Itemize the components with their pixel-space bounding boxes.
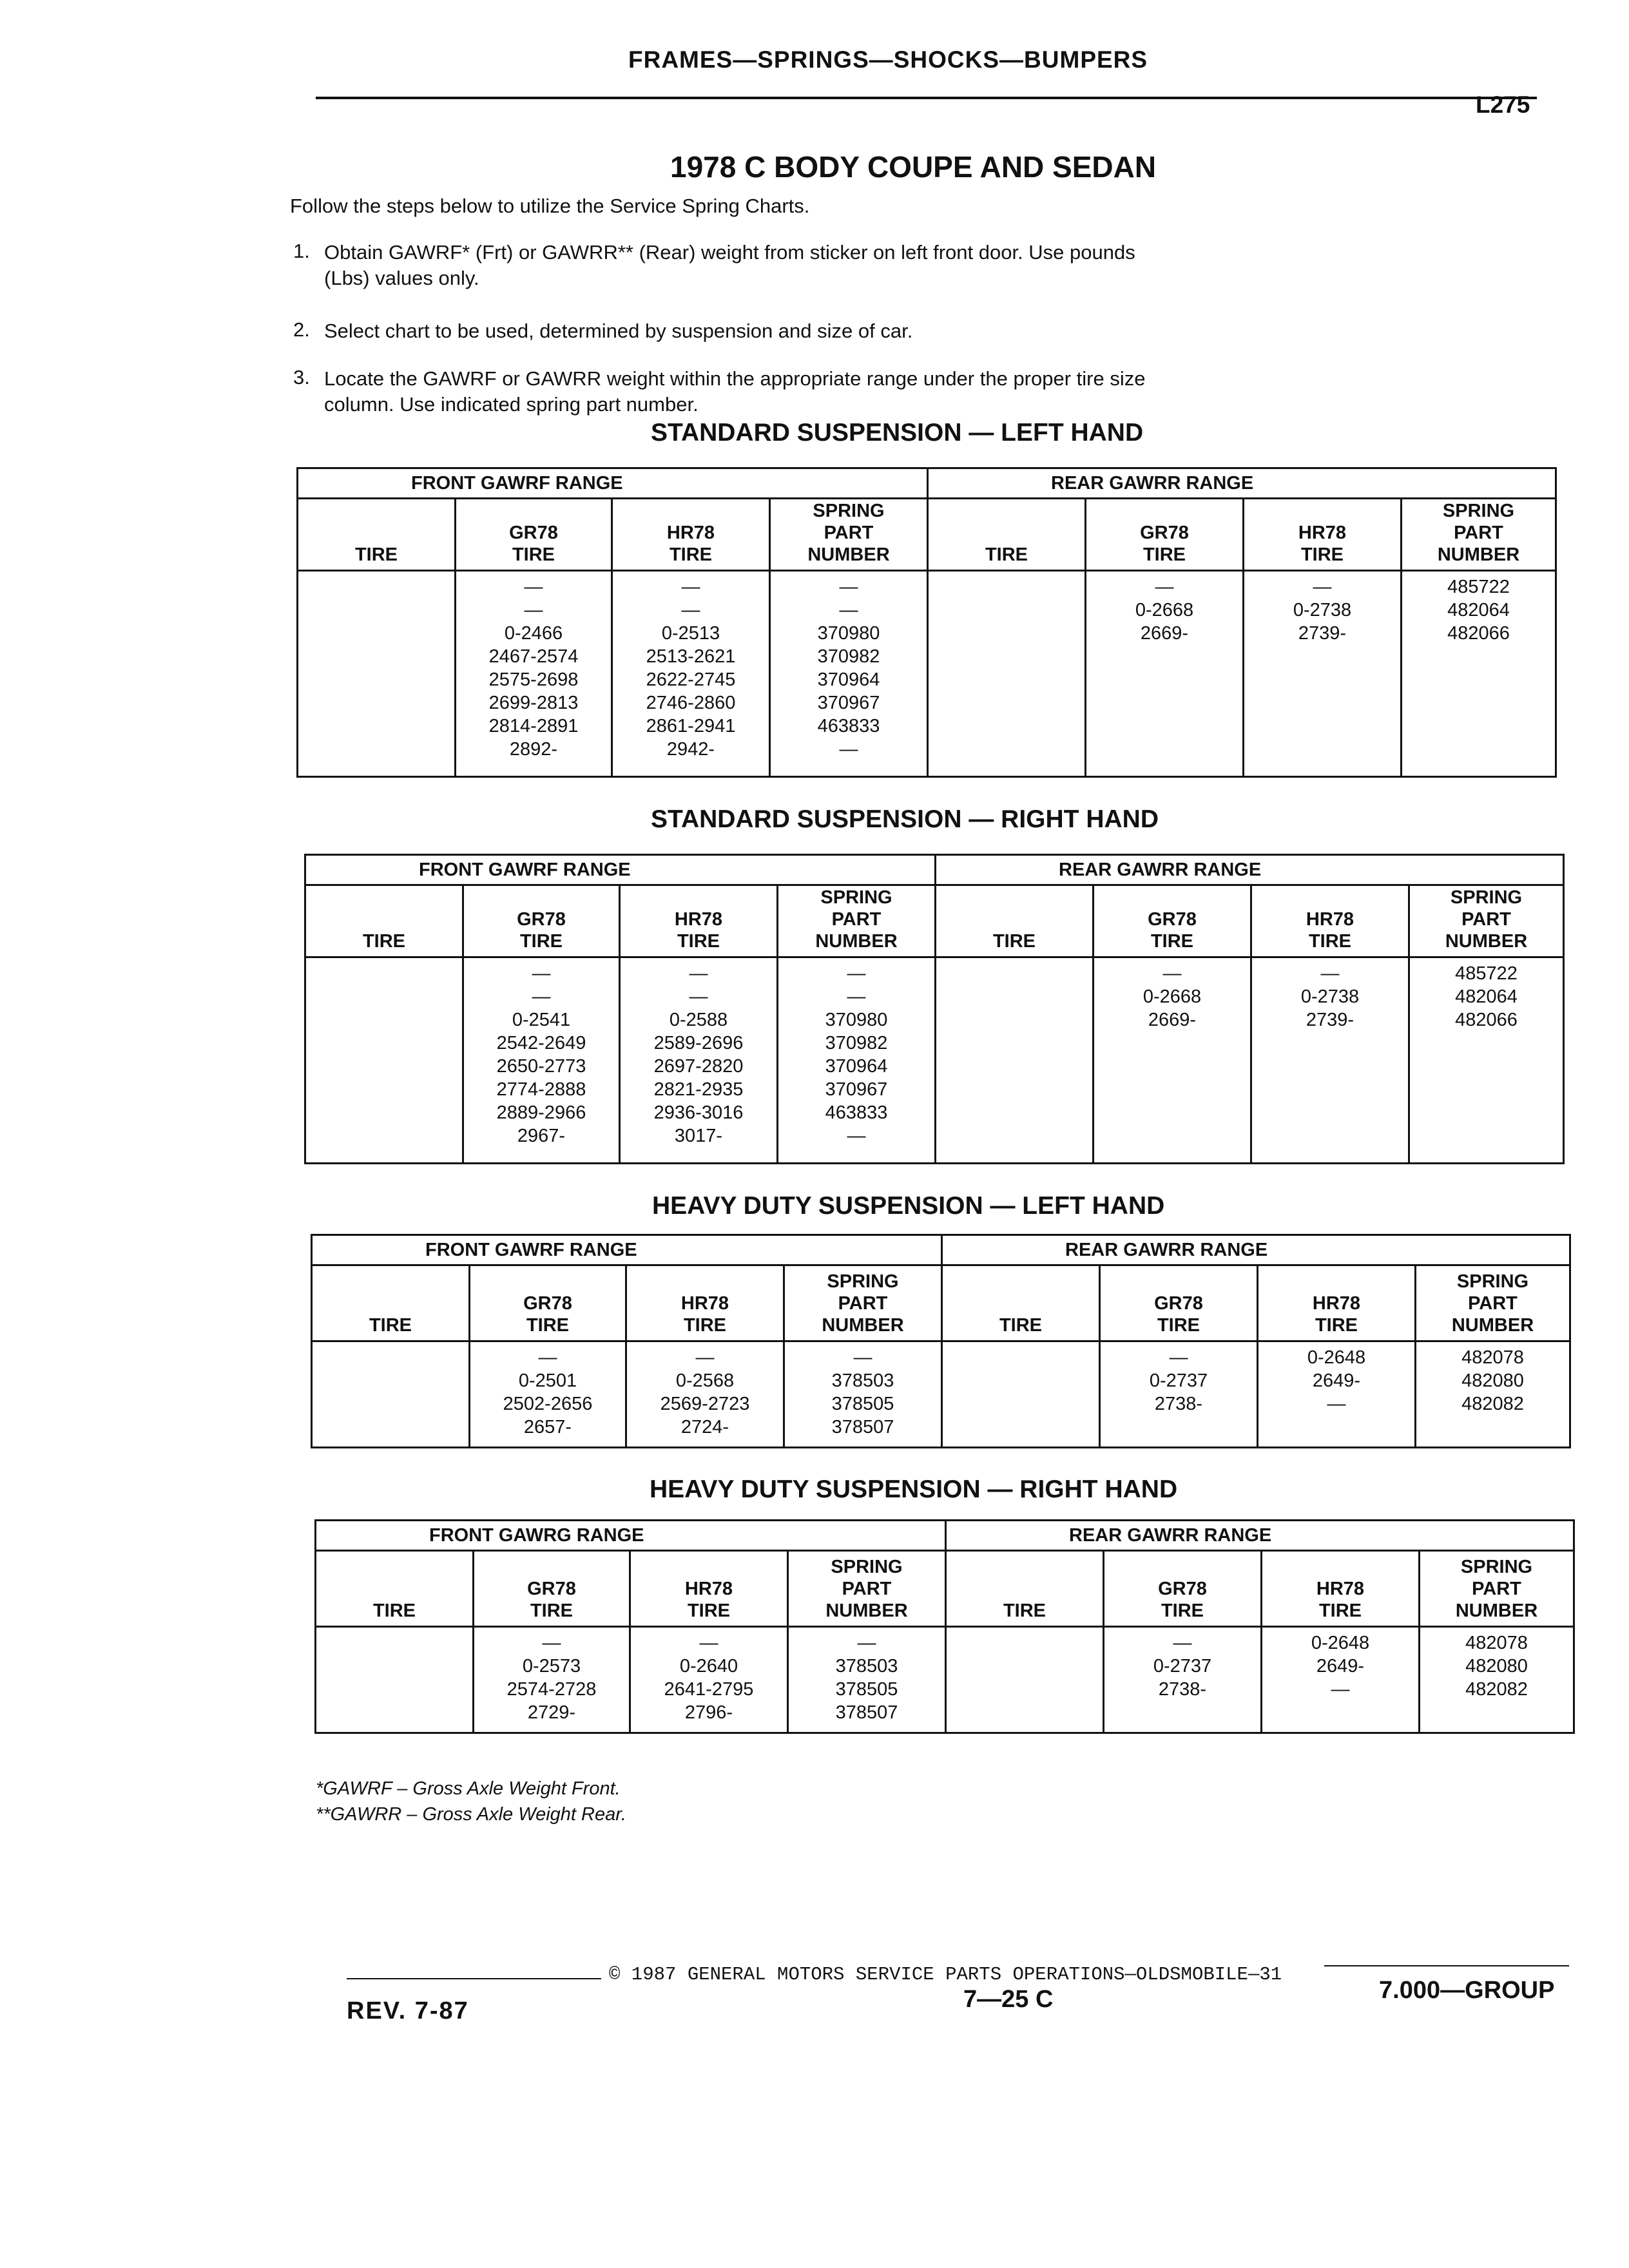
table-value: 0-2648	[1311, 1633, 1370, 1653]
table-value: —	[689, 986, 708, 1007]
table-value: 378507	[835, 1702, 898, 1723]
table-value: 482082	[1465, 1679, 1528, 1700]
table-value: —	[695, 1347, 715, 1368]
col-tire-rear: TIRE	[928, 499, 1086, 571]
table-value: 2746-2860	[646, 693, 736, 713]
col-gr78-rear: GR78 TIRE	[1094, 885, 1251, 957]
table-value: 2739-	[1298, 623, 1347, 644]
table-value: 2796-	[684, 1702, 733, 1723]
table-value: 2649-	[1316, 1656, 1365, 1677]
table-value: 0-2668	[1142, 986, 1202, 1007]
table-value: —	[524, 600, 543, 620]
table-value: —	[532, 986, 551, 1007]
table-value: 3017-	[674, 1126, 723, 1146]
table-value: 2502-2656	[503, 1394, 593, 1414]
front-gr78-values	[463, 957, 620, 1164]
front-gr78-values	[474, 1627, 630, 1733]
col-hr78-front: HR78 TIRE	[612, 499, 770, 571]
document-title: 1978 C BODY COUPE AND SEDAN	[670, 150, 1157, 184]
table-value: —	[1313, 577, 1332, 597]
table-value: 485722	[1447, 577, 1510, 597]
table-value: 2729-	[527, 1702, 576, 1723]
section-header: FRAMES—SPRINGS—SHOCKS—BUMPERS	[628, 46, 1148, 73]
front-spring-values	[788, 1627, 946, 1733]
table-value: 482064	[1455, 986, 1518, 1007]
table-value: 2574-2728	[506, 1679, 597, 1700]
page-code: L275	[1476, 91, 1530, 118]
table-value: 0-2737	[1149, 1370, 1208, 1391]
table-value: —	[1320, 963, 1340, 984]
table-value: 0-2648	[1307, 1347, 1366, 1368]
col-spring-front: SPRING PART NUMBER	[784, 1265, 942, 1341]
table-value: 370982	[825, 1033, 888, 1053]
table-value: 2739-	[1306, 1010, 1354, 1030]
table-value: —	[847, 986, 866, 1007]
table-value: 2669-	[1140, 623, 1189, 644]
rear-tire-cell	[936, 957, 1094, 1164]
col-tire-front: TIRE	[298, 499, 456, 571]
col-hr78-rear: HR78 TIRE	[1262, 1551, 1420, 1627]
col-tire-rear: TIRE	[946, 1551, 1104, 1627]
table-value: 2724-	[680, 1417, 729, 1437]
rear-range-header: REAR GAWRR RANGE	[946, 1521, 1574, 1551]
footer-group: 7.000—GROUP	[1379, 1977, 1555, 2004]
spring-chart-table-3	[311, 1234, 1571, 1448]
table-value: 378507	[831, 1417, 894, 1437]
step-text: Locate the GAWRF or GAWRR weight within the appropriate range under the proper tire size column. Use indicated spring part number.	[324, 367, 1146, 416]
col-tire-front: TIRE	[316, 1551, 474, 1627]
footer-copyright: © 1987 GENERAL MOTORS SERVICE PARTS OPERATIONS—OLDSMOBILE—31	[609, 1964, 1282, 1985]
table-value: 2513-2621	[646, 646, 736, 667]
col-spring-front: SPRING PART NUMBER	[788, 1551, 946, 1627]
col-gr78-rear: GR78 TIRE	[1100, 1265, 1258, 1341]
table-value: 463833	[817, 716, 880, 736]
col-gr78-front: GR78 TIRE	[456, 499, 612, 571]
rear-tire-cell	[928, 571, 1086, 777]
rear-gr78-values	[1086, 571, 1244, 777]
table-value: 0-2541	[512, 1010, 571, 1030]
chart-title: HEAVY DUTY SUSPENSION — LEFT HAND	[652, 1192, 1165, 1220]
table-value: 2814-2891	[488, 716, 579, 736]
table-value: 2774-2888	[496, 1079, 586, 1100]
table-value: —	[847, 963, 866, 984]
col-hr78-rear: HR78 TIRE	[1258, 1265, 1416, 1341]
table-value: 370964	[817, 669, 880, 690]
col-spring-front: SPRING PART NUMBER	[778, 885, 936, 957]
table-value: 2889-2966	[496, 1102, 586, 1123]
col-gr78-rear: GR78 TIRE	[1086, 499, 1244, 571]
table-value: 0-2466	[504, 623, 563, 644]
table-value: 0-2738	[1293, 600, 1352, 620]
table-value: 2649-	[1312, 1370, 1361, 1391]
rear-tire-cell	[946, 1627, 1104, 1733]
table-value: 378505	[831, 1394, 894, 1414]
col-gr78-front: GR78 TIRE	[470, 1265, 626, 1341]
rear-range-header: REAR GAWRR RANGE	[928, 468, 1556, 499]
table-value: 0-2737	[1153, 1656, 1212, 1677]
rear-spring-values	[1420, 1627, 1574, 1733]
front-spring-values	[784, 1341, 942, 1448]
front-spring-values	[770, 571, 928, 777]
col-tire-front: TIRE	[312, 1265, 470, 1341]
table-value: —	[839, 600, 858, 620]
front-range-header: FRONT GAWRF RANGE	[312, 1235, 942, 1265]
table-value: 0-2640	[679, 1656, 738, 1677]
table-value: 0-2573	[522, 1656, 581, 1677]
rear-spring-values	[1402, 571, 1556, 777]
col-spring-rear: SPRING PART NUMBER	[1409, 885, 1564, 957]
table-value: 2821-2935	[653, 1079, 744, 1100]
spring-chart-table-1	[296, 467, 1557, 778]
table-value: 2575-2698	[488, 669, 579, 690]
table-value: 482066	[1447, 623, 1510, 644]
table-value: 2942-	[666, 739, 715, 760]
rear-range-header: REAR GAWRR RANGE	[942, 1235, 1570, 1265]
table-value: —	[1327, 1394, 1346, 1414]
footnote-gawrr: **GAWRR – Gross Axle Weight Rear.	[316, 1804, 626, 1825]
table-value: 2641-2795	[664, 1679, 754, 1700]
spring-chart-table-2	[304, 854, 1565, 1164]
table-value: —	[681, 600, 700, 620]
col-gr78-rear: GR78 TIRE	[1104, 1551, 1262, 1627]
table-value: 0-2738	[1300, 986, 1360, 1007]
step-text: Obtain GAWRF* (Frt) or GAWRR** (Rear) weight from sticker on left front door. Use pounds (Lbs) values only.	[324, 241, 1135, 289]
table-value: —	[1169, 1347, 1188, 1368]
front-hr78-values	[612, 571, 770, 777]
table-value: 2650-2773	[496, 1056, 586, 1077]
table-value: 482082	[1461, 1394, 1524, 1414]
table-value: 2569-2723	[660, 1394, 750, 1414]
col-tire-front: TIRE	[305, 885, 463, 957]
chart-title: STANDARD SUSPENSION — LEFT HAND	[651, 419, 1144, 447]
table-value: 370982	[817, 646, 880, 667]
col-gr78-front: GR78 TIRE	[474, 1551, 630, 1627]
front-hr78-values	[630, 1627, 788, 1733]
rear-hr78-values	[1262, 1627, 1420, 1733]
table-value: 482080	[1461, 1370, 1524, 1391]
front-range-header: FRONT GAWRF RANGE	[298, 468, 928, 499]
table-value: 2738-	[1158, 1679, 1207, 1700]
table-value: 370967	[817, 693, 880, 713]
front-gr78-values	[470, 1341, 626, 1448]
footer-revision: REV. 7-87	[347, 1997, 469, 2024]
front-hr78-values	[620, 957, 778, 1164]
table-value: 0-2588	[669, 1010, 728, 1030]
col-spring-front: SPRING PART NUMBER	[770, 499, 928, 571]
col-gr78-front: GR78 TIRE	[463, 885, 620, 957]
chart-title: STANDARD SUSPENSION — RIGHT HAND	[651, 805, 1159, 833]
step-number: 2.	[293, 318, 310, 341]
rear-hr78-values	[1244, 571, 1402, 777]
table-value: 370980	[817, 623, 880, 644]
spring-chart-table-4	[314, 1519, 1575, 1734]
table-value: 370967	[825, 1079, 888, 1100]
col-tire-rear: TIRE	[936, 885, 1094, 957]
table-value: 378503	[831, 1370, 894, 1391]
table-value: 2657-	[523, 1417, 572, 1437]
table-value: 370980	[825, 1010, 888, 1030]
table-value: 2589-2696	[653, 1033, 744, 1053]
table-value: 2669-	[1148, 1010, 1197, 1030]
table-value: —	[1155, 577, 1174, 597]
rear-spring-values	[1409, 957, 1564, 1164]
rear-gr78-values	[1100, 1341, 1258, 1448]
rear-hr78-values	[1251, 957, 1409, 1164]
table-value: —	[538, 1347, 557, 1368]
footer-rule-right	[1324, 1965, 1569, 1966]
table-value: —	[853, 1347, 872, 1368]
front-tire-cell	[298, 571, 456, 777]
col-hr78-rear: HR78 TIRE	[1251, 885, 1409, 957]
rear-hr78-values	[1258, 1341, 1416, 1448]
table-value: —	[1173, 1633, 1192, 1653]
rear-range-header: REAR GAWRR RANGE	[936, 855, 1564, 885]
table-value: 482078	[1465, 1633, 1528, 1653]
front-hr78-values	[626, 1341, 784, 1448]
front-tire-cell	[316, 1627, 474, 1733]
table-value: 370964	[825, 1056, 888, 1077]
table-value: —	[532, 963, 551, 984]
col-hr78-front: HR78 TIRE	[620, 885, 778, 957]
table-value: 2542-2649	[496, 1033, 586, 1053]
table-value: 378503	[835, 1656, 898, 1677]
chart-title: HEAVY DUTY SUSPENSION — RIGHT HAND	[650, 1475, 1178, 1503]
front-range-header: FRONT GAWRG RANGE	[316, 1521, 946, 1551]
table-value: 485722	[1455, 963, 1518, 984]
front-tire-cell	[312, 1341, 470, 1448]
table-value: 2467-2574	[488, 646, 579, 667]
table-value: 0-2668	[1135, 600, 1194, 620]
table-value: 2697-2820	[653, 1056, 744, 1077]
table-value: —	[1331, 1679, 1350, 1700]
rear-gr78-values	[1104, 1627, 1262, 1733]
table-value: 0-2568	[675, 1370, 735, 1391]
table-value: —	[1162, 963, 1182, 984]
col-tire-rear: TIRE	[942, 1265, 1100, 1341]
table-value: —	[847, 1126, 866, 1146]
front-range-header: FRONT GAWRF RANGE	[305, 855, 936, 885]
table-value: 0-2513	[661, 623, 720, 644]
table-value: —	[839, 739, 858, 760]
col-spring-rear: SPRING PART NUMBER	[1420, 1551, 1574, 1627]
front-gr78-values	[456, 571, 612, 777]
table-value: 482064	[1447, 600, 1510, 620]
table-value: 2892-	[509, 739, 558, 760]
table-value: —	[542, 1633, 561, 1653]
table-value: —	[689, 963, 708, 984]
col-hr78-rear: HR78 TIRE	[1244, 499, 1402, 571]
col-hr78-front: HR78 TIRE	[626, 1265, 784, 1341]
col-hr78-front: HR78 TIRE	[630, 1551, 788, 1627]
table-value: 2861-2941	[646, 716, 736, 736]
table-value: 482078	[1461, 1347, 1524, 1368]
table-value: 463833	[825, 1102, 888, 1123]
table-value: 2699-2813	[488, 693, 579, 713]
table-value: 2622-2745	[646, 669, 736, 690]
rear-gr78-values	[1094, 957, 1251, 1164]
intro-text: Follow the steps below to utilize the Service Spring Charts.	[290, 195, 810, 217]
rear-spring-values	[1416, 1341, 1570, 1448]
table-value: —	[681, 577, 700, 597]
step-number: 1.	[293, 240, 310, 262]
table-value: 2967-	[517, 1126, 566, 1146]
footnote-gawrf: *GAWRF – Gross Axle Weight Front.	[316, 1778, 621, 1799]
table-value: 2936-3016	[653, 1102, 744, 1123]
table-value: 482066	[1455, 1010, 1518, 1030]
step-number: 3.	[293, 366, 310, 389]
header-rule	[316, 97, 1537, 99]
table-value: —	[524, 577, 543, 597]
front-tire-cell	[305, 957, 463, 1164]
footer-page-number: 7—25 C	[963, 1986, 1054, 2013]
table-value: 2738-	[1154, 1394, 1203, 1414]
front-spring-values	[778, 957, 936, 1164]
table-value: 0-2501	[518, 1370, 577, 1391]
table-value: 378505	[835, 1679, 898, 1700]
rear-tire-cell	[942, 1341, 1100, 1448]
table-value: 482080	[1465, 1656, 1528, 1677]
table-value: —	[699, 1633, 718, 1653]
step-text: Select chart to be used, determined by suspension and size of car.	[324, 320, 913, 342]
col-spring-rear: SPRING PART NUMBER	[1402, 499, 1556, 571]
table-value: —	[839, 577, 858, 597]
footer-rule-left	[347, 1978, 601, 1979]
table-value: —	[857, 1633, 876, 1653]
col-spring-rear: SPRING PART NUMBER	[1416, 1265, 1570, 1341]
